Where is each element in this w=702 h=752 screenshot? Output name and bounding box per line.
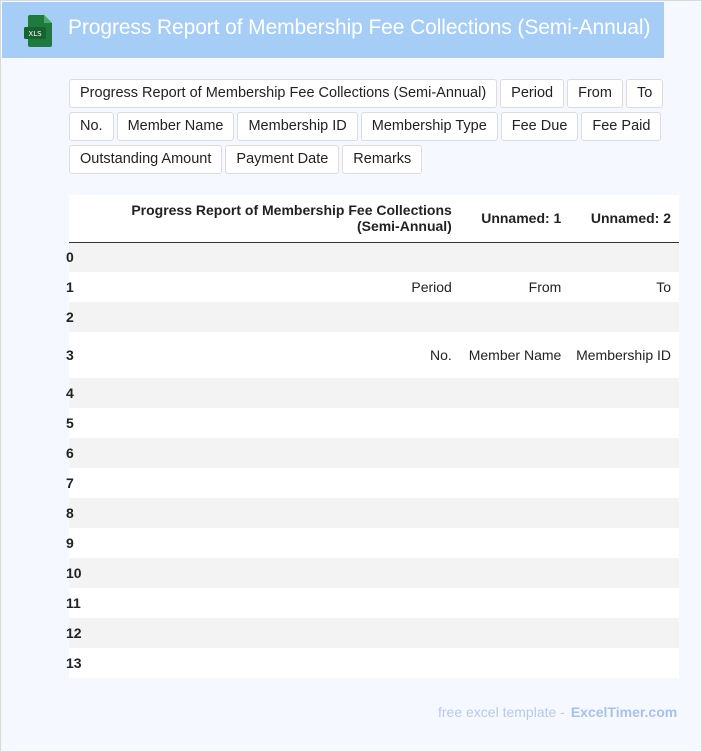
table-cell xyxy=(83,588,460,618)
table-cell: To xyxy=(656,279,671,295)
xls-file-icon xyxy=(24,15,52,47)
row-index-label: 13 xyxy=(66,655,82,671)
column-chip[interactable]: Payment Date xyxy=(225,145,339,174)
table-cell xyxy=(569,302,679,332)
column-chip[interactable]: Membership Type xyxy=(361,112,498,141)
column-chip[interactable]: Remarks xyxy=(342,145,422,174)
table-row xyxy=(69,332,679,378)
table-cell: Period xyxy=(411,279,452,295)
table-cell: Membership ID xyxy=(576,347,671,363)
table-cell xyxy=(569,378,679,408)
row-index xyxy=(66,558,83,588)
row-index-label: 8 xyxy=(66,505,74,521)
column-chip[interactable]: Membership ID xyxy=(237,112,357,141)
table-row xyxy=(69,648,679,678)
row-index xyxy=(66,468,83,498)
column-chips xyxy=(69,79,681,174)
table-row xyxy=(69,302,679,332)
row-index xyxy=(66,408,83,438)
table-cell xyxy=(569,528,679,558)
table-cell xyxy=(460,378,570,408)
row-index-label: 3 xyxy=(66,347,74,363)
table-cell: Member Name xyxy=(468,347,562,363)
table-cell xyxy=(460,528,570,558)
table-cell xyxy=(83,498,460,528)
column-header: Unnamed: 2 xyxy=(569,195,679,242)
row-index xyxy=(66,378,83,408)
table-row xyxy=(69,528,679,558)
row-index-label: 7 xyxy=(66,475,74,491)
row-index-label: 9 xyxy=(66,535,74,551)
row-index xyxy=(66,332,83,378)
table-cell xyxy=(569,618,679,648)
column-chip[interactable]: From xyxy=(567,79,623,108)
row-index xyxy=(66,272,83,302)
row-index-label: 11 xyxy=(66,595,81,611)
row-index xyxy=(66,528,83,558)
table-cell xyxy=(460,468,570,498)
row-index-label: 12 xyxy=(66,625,82,641)
data-table-container xyxy=(66,195,679,678)
table-cell xyxy=(569,498,679,528)
table-cell xyxy=(569,438,679,468)
column-chip[interactable]: Member Name xyxy=(117,112,235,141)
table-cell xyxy=(460,618,570,648)
table-cell xyxy=(460,498,570,528)
column-chip[interactable]: No. xyxy=(69,112,114,141)
row-index xyxy=(66,648,83,678)
row-index-label: 1 xyxy=(66,279,74,295)
table-cell xyxy=(460,408,570,438)
row-index-label: 10 xyxy=(66,565,82,581)
column-header: Progress Report of Membership Fee Collections (Semi-Annual) xyxy=(83,195,460,242)
row-index xyxy=(66,588,83,618)
table-cell xyxy=(83,528,460,558)
table-cell xyxy=(83,242,460,272)
footer-credit xyxy=(438,704,677,720)
table-header-row xyxy=(69,195,679,242)
table-row xyxy=(69,468,679,498)
table-row xyxy=(69,618,679,648)
column-chip[interactable]: Progress Report of Membership Fee Collections (Semi-Annual) xyxy=(69,79,497,108)
table-cell xyxy=(569,468,679,498)
table-cell xyxy=(460,558,570,588)
table-cell xyxy=(83,618,460,648)
column-chip[interactable]: Period xyxy=(500,79,564,108)
row-index xyxy=(66,302,83,332)
table-cell xyxy=(569,648,679,678)
footer-brand-link[interactable]: ExcelTimer.com xyxy=(570,704,678,720)
row-index-label: 0 xyxy=(66,249,74,266)
table-row xyxy=(69,558,679,588)
table-row xyxy=(69,438,679,468)
table-cell xyxy=(569,558,679,588)
table-cell xyxy=(569,242,679,272)
row-index xyxy=(66,618,83,648)
column-header: Unnamed: 1 xyxy=(460,195,570,242)
table-row xyxy=(69,272,679,302)
index-header xyxy=(69,195,83,242)
footer-text: free excel template - xyxy=(438,704,565,720)
row-index-label: 2 xyxy=(66,309,74,325)
table-row xyxy=(69,408,679,438)
page-title: Progress Report of Membership Fee Collections (Semi-Annual) xyxy=(68,16,651,39)
table-cell xyxy=(83,558,460,588)
row-index xyxy=(66,242,83,272)
table-cell xyxy=(83,438,460,468)
table-cell xyxy=(460,242,570,272)
table-row xyxy=(69,242,679,272)
table-cell xyxy=(460,438,570,468)
row-index xyxy=(66,498,83,528)
table-cell xyxy=(460,588,570,618)
column-chip[interactable]: Fee Due xyxy=(501,112,579,141)
table-cell xyxy=(460,302,570,332)
table-cell xyxy=(569,408,679,438)
table-cell xyxy=(83,302,460,332)
table-cell xyxy=(83,378,460,408)
row-index-label: 4 xyxy=(66,385,74,401)
table-cell xyxy=(460,648,570,678)
table-cell xyxy=(83,468,460,498)
column-chip[interactable]: Outstanding Amount xyxy=(69,145,222,174)
column-chip[interactable]: To xyxy=(626,79,663,108)
column-chip[interactable]: Fee Paid xyxy=(581,112,661,141)
row-index-label: 5 xyxy=(66,415,74,431)
table-cell: No. xyxy=(430,347,452,363)
row-index-label: 6 xyxy=(66,445,74,461)
table-cell xyxy=(569,588,679,618)
page-header xyxy=(2,2,664,58)
table-cell xyxy=(83,648,460,678)
table-cell: From xyxy=(528,279,562,295)
table-row xyxy=(69,588,679,618)
svg-text:XLS: XLS xyxy=(28,30,42,38)
table-cell xyxy=(83,408,460,438)
data-table xyxy=(66,195,679,678)
row-index xyxy=(66,438,83,468)
table-row xyxy=(69,498,679,528)
table-row xyxy=(69,378,679,408)
